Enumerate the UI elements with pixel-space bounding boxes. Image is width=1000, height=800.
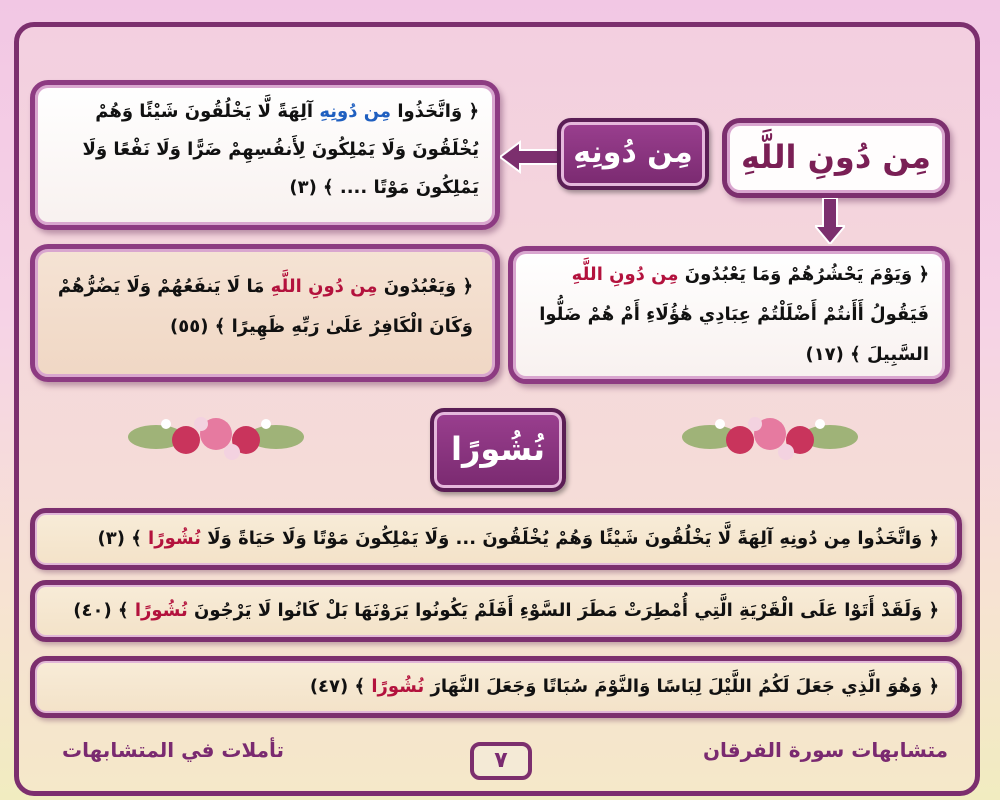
main-title: مِن دُونِ اللَّهِ: [722, 118, 950, 198]
verse-card-mid-left: ﴿ وَيَعْبُدُونَ مِن دُونِ اللَّهِ مَا لَا يَنفَعُهُمْ وَلَا يَضُرُّهُمْ وَكَانَ الْكَافِرُ عَلَىٰ رَبِّهِ ظَهِيرًا ﴾ (٥٥): [30, 244, 500, 382]
highlight-word: نُشُورًا: [148, 528, 201, 549]
highlight-phrase: مِن دُونِهِ: [319, 101, 392, 122]
highlight-phrase: مِن دُونِ اللَّهِ: [270, 276, 378, 297]
title-nushuran: نُشُورًا: [430, 408, 566, 492]
subtitle-min-dunihi: مِن دُونِهِ: [557, 118, 709, 190]
verse-card-top-left: ﴿ وَاتَّخَذُوا مِن دُونِهِ آلِهَةً لَّا يَخْلُقُونَ شَيْئًا وَهُمْ يُخْلَقُونَ وَلَا يَمْلِكُونَ لِأَنفُسِهِمْ ضَرًّا وَلَا نَفْعًا وَلَا يَمْلِكُونَ مَوْتًا .... ﴾ (٣): [30, 80, 500, 230]
footer-series-title: متشابهات سورة الفرقان: [702, 738, 948, 762]
footer-book-title: تأملات في المتشابهات: [62, 738, 285, 762]
highlight-word: نُشُورًا: [371, 676, 425, 697]
page-number: ٧: [470, 742, 532, 780]
arrow-down-icon: [815, 198, 845, 244]
highlight-phrase: مِن دُونِ اللَّهِ: [571, 264, 679, 285]
highlight-word: نُشُورًا: [134, 600, 188, 621]
verse-row-2: ﴿ وَلَقَدْ أَتَوْا عَلَى الْقَرْيَةِ الَّتِي أُمْطِرَتْ مَطَرَ السَّوْءِ أَفَلَمْ يَكُونُوا يَرَوْنَهَا بَلْ كَانُوا لَا يَرْجُونَ نُشُورًا ﴾ (٤٠): [30, 580, 962, 642]
verse-row-3: ﴿ وَهُوَ الَّذِي جَعَلَ لَكُمُ اللَّيْلَ لِبَاسًا وَالنَّوْمَ سُبَاتًا وَجَعَلَ النَّهَارَ نُشُورًا ﴾ (٤٧): [30, 656, 962, 718]
flower-decoration-left: [126, 402, 306, 472]
flower-decoration-right: [680, 402, 860, 472]
verse-card-mid-right: ﴿ وَيَوْمَ يَحْشُرُهُمْ وَمَا يَعْبُدُونَ مِن دُونِ اللَّهِ فَيَقُولُ أَأَنتُمْ أَضْلَلْتُمْ عِبَادِي هَٰؤُلَاءِ أَمْ هُمْ ضَلُّوا السَّبِيلَ ﴾ (١٧): [508, 246, 950, 384]
arrow-left-icon: [500, 140, 562, 174]
verse-row-1: ﴿ وَاتَّخَذُوا مِن دُونِهِ آلِهَةً لَّا يَخْلُقُونَ شَيْئًا وَهُمْ يُخْلَقُونَ ... وَلَا يَمْلِكُونَ مَوْتًا وَلَا حَيَاةً وَلَا نُشُورًا ﴾ (٣): [30, 508, 962, 570]
